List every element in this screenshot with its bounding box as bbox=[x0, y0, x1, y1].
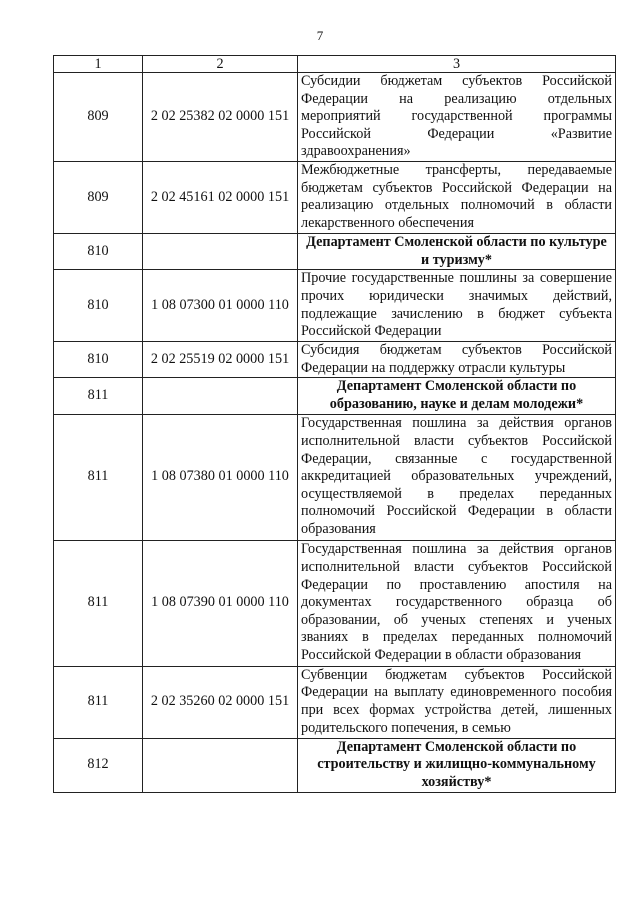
admin-code-cell: 811 bbox=[54, 666, 143, 738]
kbk-code-cell: 2 02 45161 02 0000 151 bbox=[143, 161, 298, 233]
admin-code-cell: 809 bbox=[54, 73, 143, 162]
revenue-codes-table bbox=[53, 55, 616, 793]
kbk-code-cell: 1 08 07390 01 0000 110 bbox=[143, 540, 298, 666]
department-row bbox=[54, 738, 616, 792]
table-row bbox=[54, 342, 616, 378]
admin-code-cell: 812 bbox=[54, 738, 143, 792]
admin-code-cell: 810 bbox=[54, 270, 143, 342]
department-row bbox=[54, 378, 616, 414]
description-cell: Субвенции бюджетам субъектов Российской Федерации на выплату единовременного пособия при всех формах устройства детей, лишенных родительского попечения, в семью bbox=[298, 666, 616, 738]
kbk-code-cell: 1 08 07300 01 0000 110 bbox=[143, 270, 298, 342]
department-name-cell: Департамент Смоленской области по строительству и жилищно-коммунальному хозяйству* bbox=[298, 738, 616, 792]
description-cell: Межбюджетные трансферты, передаваемые бюджетам субъектов Российской Федерации на реализацию отдельных полномочий в области лекарственного обеспечения bbox=[298, 161, 616, 233]
admin-code-cell: 811 bbox=[54, 414, 143, 540]
column-header-2: 2 bbox=[143, 56, 298, 73]
admin-code-cell: 811 bbox=[54, 540, 143, 666]
table-row bbox=[54, 161, 616, 233]
kbk-code-cell bbox=[143, 233, 298, 269]
admin-code-cell: 810 bbox=[54, 233, 143, 269]
page-number: 7 bbox=[316, 28, 324, 43]
kbk-code-cell: 2 02 25519 02 0000 151 bbox=[143, 342, 298, 378]
kbk-code-cell: 1 08 07380 01 0000 110 bbox=[143, 414, 298, 540]
table-row bbox=[54, 666, 616, 738]
description-cell: Прочие государственные пошлины за совершение прочих юридически значимых действий, подлежащие зачислению в бюджет субъекта Российской Федерации bbox=[298, 270, 616, 342]
kbk-code-cell bbox=[143, 738, 298, 792]
description-cell: Субсидия бюджетам субъектов Российской Федерации на поддержку отрасли культуры bbox=[298, 342, 616, 378]
table-row bbox=[54, 540, 616, 666]
table-row bbox=[54, 73, 616, 162]
column-header-1: 1 bbox=[54, 56, 143, 73]
admin-code-cell: 809 bbox=[54, 161, 143, 233]
description-cell: Государственная пошлина за действия органов исполнительной власти субъектов Российской Федерации, связанные с государственной аккредитацией образовательных учреждений, осуществляемой в пределах переданных полномочий Российской Федерации в области образования bbox=[298, 414, 616, 540]
column-header-3: 3 bbox=[298, 56, 616, 73]
department-name-cell: Департамент Смоленской области по образованию, науке и делам молодежи* bbox=[298, 378, 616, 414]
kbk-code-cell: 2 02 25382 02 0000 151 bbox=[143, 73, 298, 162]
description-cell: Государственная пошлина за действия органов исполнительной власти субъектов Российской Федерации по проставлению апостиля на документах государственного образца об образовании, об ученых степенях и ученых званиях в пределах переданных полномочий Российской Федерации в области образования bbox=[298, 540, 616, 666]
table-row bbox=[54, 414, 616, 540]
admin-code-cell: 810 bbox=[54, 342, 143, 378]
table-row bbox=[54, 270, 616, 342]
department-name-cell: Департамент Смоленской области по культуре и туризму* bbox=[298, 233, 616, 269]
kbk-code-cell: 2 02 35260 02 0000 151 bbox=[143, 666, 298, 738]
kbk-code-cell bbox=[143, 378, 298, 414]
admin-code-cell: 811 bbox=[54, 378, 143, 414]
department-row bbox=[54, 233, 616, 269]
table-header-row bbox=[54, 56, 616, 73]
description-cell: Субсидии бюджетам субъектов Российской Федерации на реализацию отдельных мероприятий государственной программы Российской Федерации «Развитие здравоохранения» bbox=[298, 73, 616, 162]
